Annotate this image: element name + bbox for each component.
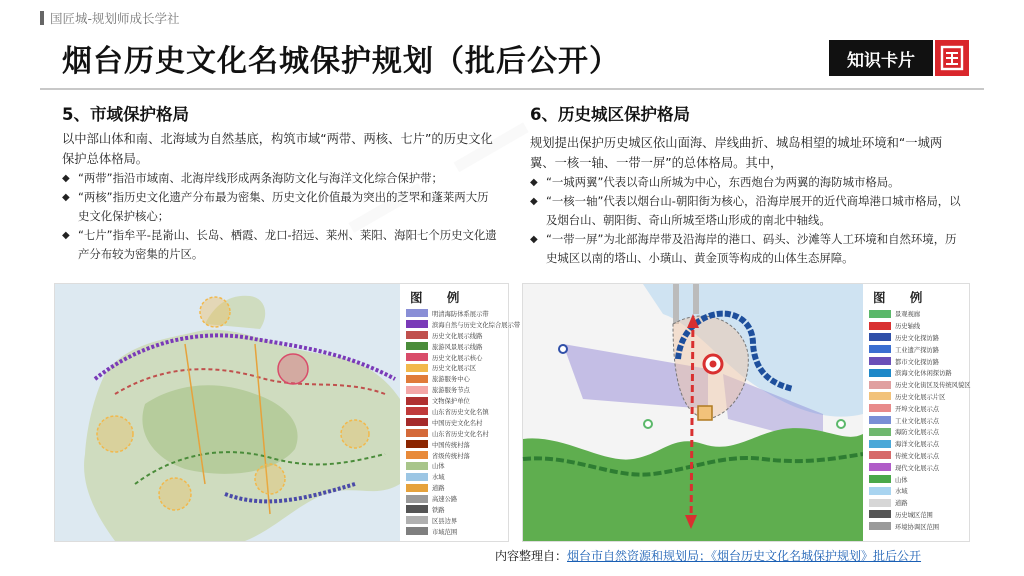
legend-label: 山东省历史文化名村 [432,430,489,438]
legend-label: 海防文化展示点 [895,429,940,437]
legend-label: 高速公路 [432,496,458,504]
legend-swatch [869,510,891,518]
legend-label: 道路 [895,500,908,508]
legend-item [406,526,520,537]
legend-label: 开埠文化展示点 [895,405,940,413]
legend-swatch [869,440,891,448]
legend-swatch [406,320,428,328]
legend-label: 铁路 [432,506,445,514]
legend-label: 水域 [895,488,908,496]
legend-swatch [406,462,428,470]
title-divider [40,88,984,90]
legend-item [869,450,971,462]
legend-label: 环境协调区范围 [895,523,940,531]
legend-item [406,450,520,461]
legend-item [869,509,971,521]
legend-item [406,428,520,439]
legend-swatch [869,322,891,330]
legend-swatch [406,527,428,535]
legend-swatch [406,364,428,372]
legend-label: 中国历史文化名村 [432,419,483,427]
legend-swatch [406,342,428,350]
legend-swatch [869,357,891,365]
left-section-heading: 5、市域保护格局 [62,105,189,124]
legend-label: 传统文化展示点 [895,452,940,460]
legend-item [869,402,971,414]
legend-item [869,485,971,497]
legend-item [869,379,971,391]
source-credit [495,547,921,564]
historic-district-map [522,283,970,542]
legend-label: 海洋文化展示点 [895,441,940,449]
legend-item [869,426,971,438]
legend-label: 历史城区范围 [895,511,933,519]
legend-label: 滨海文化休闲探访路 [895,370,952,378]
legend-swatch [406,440,428,448]
legend-item [406,341,520,352]
legend-swatch [869,487,891,495]
org-marker [40,11,44,25]
legend-swatch [406,418,428,426]
right-intro: 规划提出保护历史城区依山面海、岸线曲折、城岛相望的城址环境和“一城两翼、一核一轴、一带一屏”的总体格局。其中， [530,136,943,170]
legend-label: 历史文化街区及传统风貌区 [895,382,971,390]
legend-label: 工业遗产探访路 [895,346,940,354]
legend-label: 旅游风景展示线路 [432,343,483,351]
legend-label: 景观视廊 [895,311,921,319]
legend-swatch [869,428,891,436]
legend-swatch [406,495,428,503]
legend-swatch [406,429,428,437]
legend-item [406,362,520,373]
knowledge-card-badge [829,40,971,76]
left-legend-title: 图 例 [410,290,470,305]
legend-swatch [869,381,891,389]
legend-label: 省级传统村落 [432,452,470,460]
legend-label: 山体 [895,476,908,484]
legend-label: 历史文化展示片区 [895,393,946,401]
legend-swatch [869,463,891,471]
legend-swatch [869,499,891,507]
page-title: 烟台历史文化名城保护规划（批后公开） [62,44,620,79]
legend-item [869,355,971,367]
legend-swatch [869,310,891,318]
right-bullet: ◆ “一带一屏”为北部海岸带及沿海岸的港口、码头、沙滩等人工环境和自然环境，历史城区以南的塔山、小璜山、黄金顶等构成的山体生态屏障。 [530,230,966,268]
legend-item [869,438,971,450]
legend-item [869,320,971,332]
legend-label: 现代文化展示点 [895,464,940,472]
legend-item [406,319,520,330]
brand-logo-icon [935,40,969,76]
legend-swatch [869,522,891,530]
left-bullet-list [62,169,498,264]
legend-label: 道路 [432,485,445,493]
legend-item [869,473,971,485]
right-bullet: ◆ “一核一轴”代表以烟台山-朝阳街为核心，沿海岸展开的近代商埠港口城市格局，以及烟台山、朝阳街、奇山所城至塔山形成的南北中轴线。 [530,192,966,230]
legend-item [869,520,971,532]
right-bullet: ◆ “一城两翼”代表以奇山所城为中心，东西炮台为两翼的海防城市格局。 [530,173,966,192]
right-section-heading: 6、历史城区保护格局 [530,105,690,124]
legend-label: 文物保护单位 [432,398,470,406]
legend-swatch [869,475,891,483]
right-map-legend [869,308,971,532]
legend-item [406,330,520,341]
legend-swatch [406,331,428,339]
legend-item [406,384,520,395]
legend-item [869,367,971,379]
legend-item [406,406,520,417]
legend-item [406,373,520,384]
city-protection-map [54,283,521,542]
legend-item [869,461,971,473]
legend-label: 山东省历史文化名镇 [432,408,489,416]
legend-swatch [406,484,428,492]
legend-item [406,352,520,363]
legend-label: 中国传统村落 [432,441,470,449]
left-bullet: ◆ “七片”指牟平-昆嵛山、长岛、栖霞、龙口-招远、莱州、莱阳、海阳七个历史文化遗产分布较为密集的片区。 [62,226,498,264]
legend-item [869,343,971,355]
legend-swatch [869,404,891,412]
legend-label: 历史文化探访路 [895,334,940,342]
legend-label: 历史文化展示核心 [432,354,483,362]
legend-swatch [406,397,428,405]
legend-item [869,391,971,403]
legend-swatch [869,369,891,377]
legend-swatch [869,333,891,341]
legend-swatch [406,353,428,361]
badge-label: 知识卡片 [829,40,933,76]
legend-swatch [869,416,891,424]
legend-item [406,515,520,526]
source-label: 内容整理自： [495,549,568,563]
legend-label: 水域 [432,474,445,482]
legend-item [406,493,520,504]
legend-item [406,308,520,319]
legend-label: 市域范围 [432,528,458,536]
legend-label: 历史文化展示线路 [432,332,483,340]
left-map-legend [406,308,520,537]
legend-label: 都市文化探访路 [895,358,940,366]
legend-item [406,395,520,406]
left-intro: 以中部山体和南、北海域为自然基底，构筑市域“两带、两核、七片”的历史文化保护总体格局。 [62,132,493,166]
legend-label: 旅游服务节点 [432,387,470,395]
legend-swatch [406,451,428,459]
right-text-block [530,133,966,268]
legend-item [406,471,520,482]
legend-item [869,308,971,320]
right-legend-title: 图 例 [873,290,933,305]
legend-label: 旅游服务中心 [432,376,470,384]
legend-swatch [406,407,428,415]
org-name: 国匠城-规划师成长学社 [50,11,180,26]
legend-swatch [869,345,891,353]
legend-item [869,414,971,426]
legend-label: 工业文化展示点 [895,417,940,425]
legend-item [406,439,520,450]
legend-item [406,504,520,515]
legend-swatch [406,473,428,481]
left-text-block [62,129,498,264]
legend-label: 历史文化展示区 [432,365,477,373]
legend-label: 历史轴线 [895,323,921,331]
legend-swatch [406,386,428,394]
left-bullet: ◆ “两核”指历史文化遗产分布最为密集、历史文化价值最为突出的芝罘和蓬莱两大历史文化保护核心； [62,188,498,226]
legend-item [406,460,520,471]
legend-swatch [869,451,891,459]
legend-item [869,332,971,344]
legend-item [869,497,971,509]
right-bullet-list [530,173,966,268]
legend-swatch [406,375,428,383]
org-header [40,9,180,27]
legend-swatch [406,516,428,524]
source-link[interactable]: 烟台市自然资源和规划局；《烟台历史文化名城保护规划》批后公开 [567,549,922,563]
legend-swatch [869,392,891,400]
legend-label: 明清海防体系展示带 [432,310,489,318]
left-bullet: ◆ “两带”指沿市域南、北海岸线形成两条海防文化与海洋文化综合保护带； [62,169,498,188]
legend-item [406,482,520,493]
legend-swatch [406,309,428,317]
legend-swatch [406,505,428,513]
legend-item [406,417,520,428]
legend-label: 区县边界 [432,517,458,525]
legend-label: 山体 [432,463,445,471]
legend-label: 滨海自然与历史文化综合展示带 [432,321,521,329]
